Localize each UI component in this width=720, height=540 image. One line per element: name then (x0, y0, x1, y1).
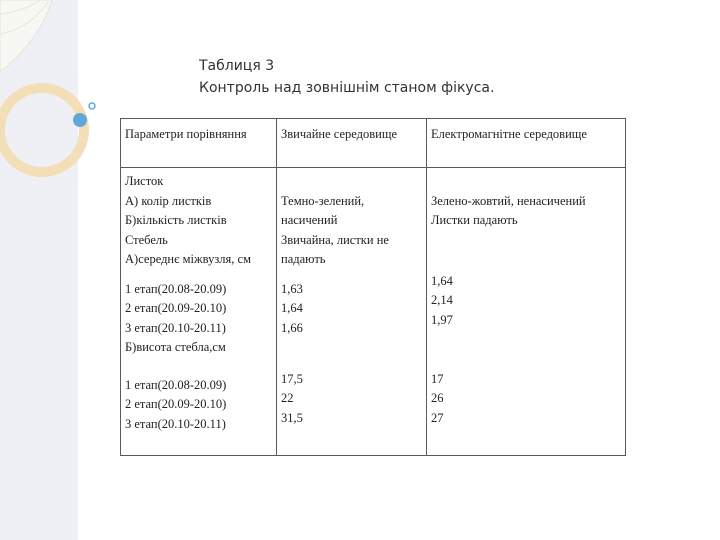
cell-text: 1,64 (431, 273, 453, 288)
cell-text: падають (281, 252, 326, 266)
cell-text: А) колір листків (125, 193, 212, 208)
table-cell (277, 362, 427, 456)
cell-text: 1,64 (281, 301, 303, 315)
small-ring-icon (89, 103, 95, 109)
cell-text: 26 (431, 391, 444, 405)
table-cell (121, 168, 277, 272)
cell-text: Стебель (125, 232, 168, 247)
cell-text: 2 етап(20.09-20.10) (125, 301, 227, 315)
cell-text: 2 етап(20.09-20.10) (125, 397, 227, 411)
cell-text (431, 172, 625, 192)
table-cell (427, 168, 626, 272)
table-row (121, 168, 626, 272)
table-cell (427, 362, 626, 456)
cell-text: Б)кількість листків (125, 213, 227, 227)
header-em: Електромагнітне середовище (431, 127, 587, 141)
cell-text: 1 етап(20.08-20.09) (125, 281, 227, 296)
cell-text: насичений (281, 213, 338, 227)
cell-text: Листки падають (431, 213, 518, 227)
table-header-row (121, 119, 626, 168)
header-params: Параметри порівняння (125, 127, 247, 141)
cell-text: Звичайна, листки не (281, 232, 389, 247)
cell-text: Зелено-жовтий, ненасичений (431, 193, 586, 208)
cell-text: А)середнє міжвузля, см (125, 252, 251, 266)
cell-text: 1,63 (281, 281, 303, 296)
header-cell (427, 119, 626, 168)
cell-text: 1,66 (281, 320, 303, 335)
cell-text: 3 етап(20.10-20.11) (125, 416, 226, 431)
cell-text: 31,5 (281, 410, 303, 425)
cell-text (281, 172, 426, 192)
table-caption (199, 55, 494, 99)
table-cell (277, 168, 427, 272)
caption-title: Таблиця 3 (199, 58, 275, 74)
cell-text: 1,97 (431, 312, 453, 327)
header-cell (277, 119, 427, 168)
table-cell (121, 362, 277, 456)
comparison-table (120, 118, 626, 456)
cell-text: 3 етап(20.10-20.11) (125, 320, 226, 335)
cell-text: 27 (431, 410, 444, 425)
header-normal: Звичайне середовище (281, 127, 397, 141)
table-row (121, 272, 626, 362)
cell-text: 2,14 (431, 293, 453, 307)
cell-text: 22 (281, 391, 294, 405)
cell-text: 1 етап(20.08-20.09) (125, 377, 227, 392)
table-cell (427, 272, 626, 362)
cell-text: Темно-зелений, (281, 193, 365, 208)
caption-subtitle: Контроль над зовнішнім станом фікуса. (199, 80, 495, 96)
table-row (121, 362, 626, 456)
cell-text: Б)висота стебла,см (125, 340, 226, 354)
cell-text: 17 (431, 371, 444, 386)
header-cell (121, 119, 277, 168)
table-cell (121, 272, 277, 362)
cell-text: 17,5 (281, 371, 303, 386)
blue-dot-icon (73, 113, 87, 127)
table-cell (277, 272, 427, 362)
decorative-ornament (0, 0, 110, 190)
cell-text: Листок (125, 174, 164, 188)
